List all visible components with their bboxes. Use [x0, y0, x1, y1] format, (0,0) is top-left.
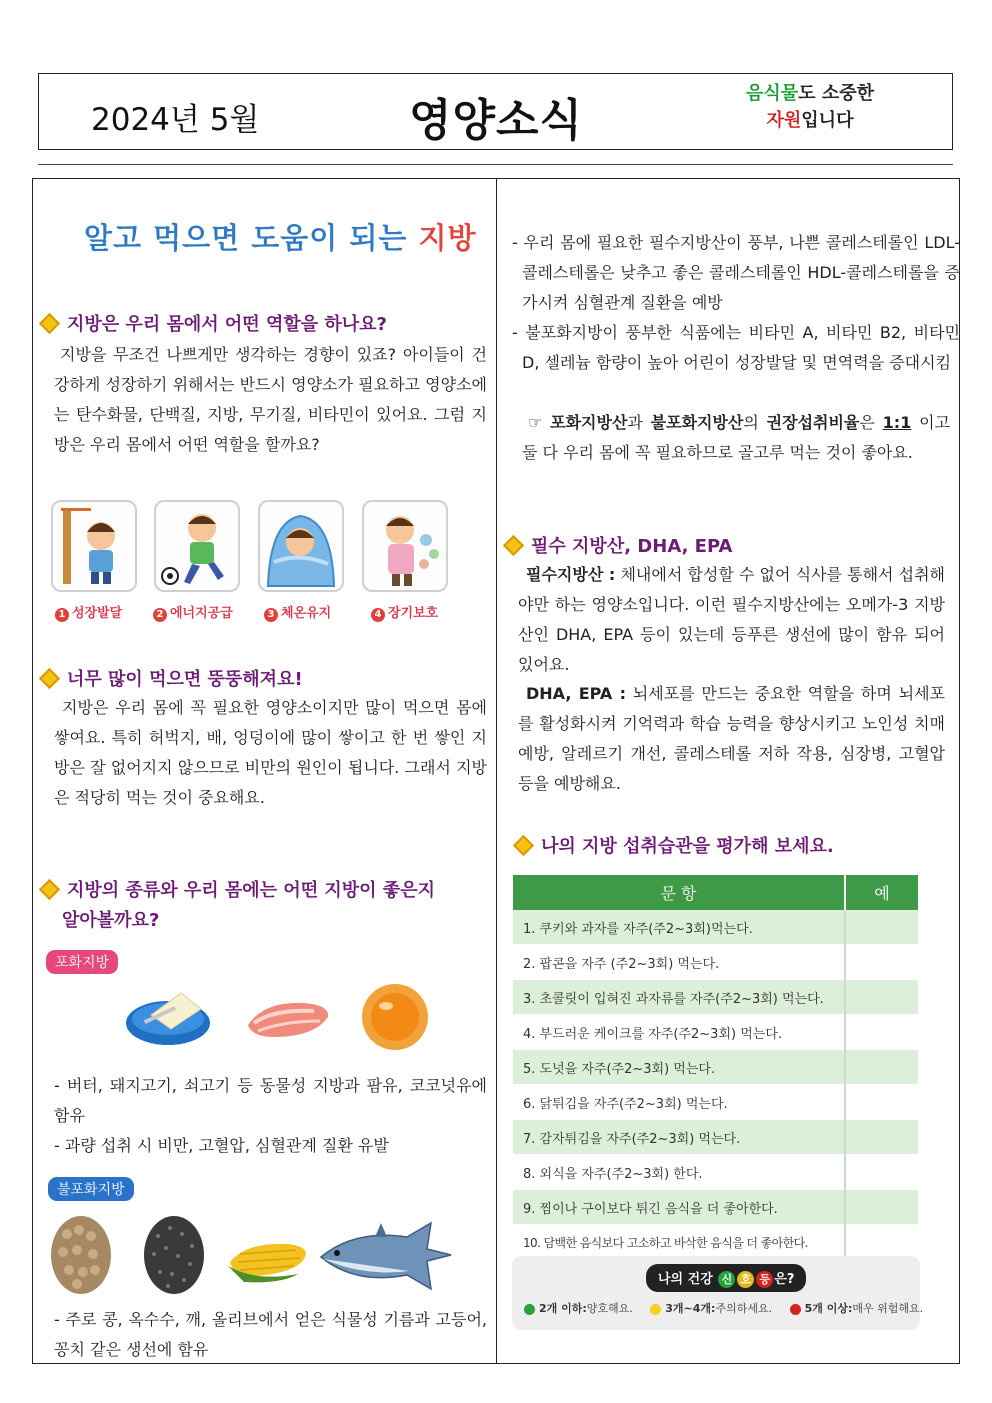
- section-heading-role: [42, 310, 387, 336]
- egg-yolk-image: [360, 982, 430, 1056]
- yes-checkbox-cell[interactable]: [845, 945, 918, 980]
- soybean-image: [49, 1214, 113, 1300]
- table-row: [513, 1190, 918, 1225]
- saturated-fat-badge: 포화지방: [46, 950, 118, 974]
- sesame-image: [142, 1214, 206, 1300]
- growth-illustration: [51, 500, 137, 592]
- slogan-word-food: 음식물: [746, 83, 799, 104]
- section-heading-text-2: 알아볼까요?: [62, 910, 160, 931]
- table-row: [513, 980, 918, 1015]
- yes-checkbox-cell[interactable]: [845, 1120, 918, 1155]
- efa-text: 체내에서 합성할 수 없어 식사를 통해서 섭취해야만 하는 영양소입니다. 이런 필수지방산에는 오메가-3 지방산인 DHA, EPA 등이 있는데 등푸른 생선에 많이 함유 되어 있어요.: [518, 565, 946, 674]
- saturated-risk-text: - 과량 섭취 시 비만, 고혈압, 심혈관계 질환 유발: [54, 1136, 389, 1155]
- role-label-text: 성장발달: [72, 606, 123, 621]
- question-cell: 5. 도넛을 자주(주2~3회) 먹는다.: [513, 1050, 845, 1085]
- diamond-bullet-icon: [39, 878, 60, 899]
- legend-green: [524, 1302, 633, 1315]
- diamond-bullet-icon: [39, 667, 60, 688]
- section-heading-check: [516, 832, 834, 858]
- table-row: [513, 910, 918, 945]
- role-label-2: [153, 602, 233, 622]
- role-label-3: [264, 602, 331, 622]
- yes-checkbox-cell[interactable]: [845, 1015, 918, 1050]
- ratio-conj-3: 은: [859, 413, 875, 432]
- table-row: [513, 1050, 918, 1085]
- dha-paragraph: [518, 679, 945, 799]
- table-row: [513, 1120, 918, 1155]
- section-heading-text: 지방의 종류와 우리 몸에는 어떤 지방이 좋은지: [67, 880, 435, 901]
- unsaturated-benefit-2: - 불포화지방이 풍부한 식품에는 비타민 A, 비타민 B2, 비타민 D, 셀레늄 함량이 높아 어린이 성장발달 및 면역력을 증대시킴: [512, 323, 960, 372]
- role-label-1: [55, 602, 122, 622]
- organ-protection-illustration: [362, 500, 448, 592]
- role-number: 2: [153, 608, 167, 622]
- diamond-bullet-icon: [39, 312, 60, 333]
- signal-legend: [524, 1300, 937, 1316]
- role-label-text: 체온유지: [281, 606, 332, 621]
- unsaturated-benefit-1: - 우리 몸에 필요한 필수지방산이 풍부, 나쁜 콜레스테롤인 LDL-콜레스테롤은 낮추고 좋은 콜레스테롤인 HDL-콜레스테롤을 증가시켜 심혈관계 질환을 예방: [512, 233, 960, 312]
- ratio-value: 1:1: [882, 413, 912, 432]
- habit-checklist-table: [513, 875, 918, 1260]
- ratio-term-3: 권장섭취비율: [766, 413, 860, 432]
- issue-date: 2024년 5월: [91, 102, 260, 138]
- slogan-text-1: 도 소중한: [798, 83, 874, 104]
- legend-term: 5개 이상:: [804, 1302, 853, 1315]
- section-heading-efa: [506, 532, 732, 558]
- efa-paragraph: [518, 560, 945, 680]
- main-title-text: 알고 먹으면 도움이 되는: [84, 221, 408, 255]
- butter-image: [125, 985, 211, 1051]
- newsletter-header: [38, 73, 953, 150]
- role-label-text: 장기보호: [388, 606, 439, 621]
- question-cell: 4. 부드러운 케이크를 자주(주2~3회) 먹는다.: [513, 1015, 845, 1050]
- table-row: [513, 1155, 918, 1190]
- unsaturated-source-text: - 주로 콩, 옥수수, 깨, 올리브에서 얻은 식물성 기름과 고등어, 꽁치 같은 생선에 함유: [54, 1310, 487, 1359]
- red-dot-icon: [790, 1304, 801, 1315]
- dha-term: DHA, EPA :: [526, 684, 626, 703]
- question-cell: 3. 초콜릿이 입혀진 과자류를 자주(주2~3회) 먹는다.: [513, 980, 845, 1015]
- overeating-paragraph: 지방은 우리 몸에 꼭 필요한 영양소이지만 많이 먹으면 몸에 쌓여요. 특히 허벅지, 배, 엉덩이에 많이 쌓이고 한 번 쌓인 지방은 잘 없어지지 않으므로 비만의 원인이 됩니다. 그래서 지방은 적당히 먹는 것이 중요해요.: [54, 698, 487, 807]
- signal-title-suffix: 은?: [774, 1272, 795, 1287]
- section-heading-text: 지방은 우리 몸에서 어떤 역할을 하나요?: [67, 314, 387, 335]
- pointing-hand-icon: ☞: [528, 413, 543, 432]
- question-cell: 9. 찜이나 구이보다 튀긴 음식을 더 좋아한다.: [513, 1190, 845, 1225]
- section-heading-text: 나의 지방 섭취습관을 평가해 보세요.: [541, 836, 834, 857]
- green-dot-icon: [524, 1304, 535, 1315]
- unsaturated-fat-badge: 불포화지방: [48, 1177, 134, 1201]
- signal-title-prefix: 나의 건강: [658, 1272, 713, 1287]
- table-row: [513, 1015, 918, 1050]
- yes-checkbox-cell[interactable]: [845, 980, 918, 1015]
- ratio-term-2: 불포화지방산: [650, 413, 744, 432]
- ratio-conj-2: 의: [743, 413, 759, 432]
- warmth-illustration: [258, 500, 344, 592]
- legend-yellow: [650, 1302, 772, 1315]
- yes-checkbox-cell[interactable]: [845, 1225, 918, 1260]
- yellow-signal-icon: 호: [737, 1271, 754, 1288]
- slogan-text-2: 입니다: [801, 110, 854, 131]
- slogan: [735, 80, 885, 134]
- health-signal-title: [646, 1264, 806, 1292]
- ratio-paragraph: [522, 408, 950, 468]
- dha-text: 뇌세포를 만드는 중요한 역할을 하며 뇌세포를 활성화시켜 기억력과 학습 능력을 향상시키고 노인성 치매예방, 알레르기 개선, 콜레스테롤 저하 작용, 심장병, 고혈압 등을 예방해요.: [518, 684, 945, 793]
- section-heading-overeating: [42, 665, 303, 691]
- main-title: [84, 216, 477, 257]
- role-number: 1: [55, 608, 69, 622]
- ratio-rest: 이고 둘 다 우리 몸에 꼭 필요하므로 골고루 먹는 것이 좋아요.: [522, 413, 951, 462]
- role-paragraph: 지방을 무조건 나쁘게만 생각하는 경향이 있죠? 아이들이 건강하게 성장하기 위해서는 반드시 영양소가 필요하고 영양소에는 탄수화물, 단백질, 지방, 무기질, 비타민이 있어요. 그럼 지방은 우리 몸에서 어떤 역할을 할까요?: [54, 345, 487, 454]
- yellow-dot-icon: [650, 1304, 661, 1315]
- page-title: 영양소식: [409, 95, 584, 146]
- health-signal-box: [512, 1256, 924, 1330]
- legend-text: 매우 위험해요.: [852, 1302, 924, 1315]
- yes-checkbox-cell[interactable]: [845, 1155, 918, 1190]
- legend-text: 양호해요.: [586, 1302, 633, 1315]
- diamond-bullet-icon: [503, 534, 524, 555]
- diamond-bullet-icon: [513, 834, 534, 855]
- legend-term: 3개~4개:: [665, 1302, 716, 1315]
- green-signal-icon: 신: [718, 1271, 735, 1288]
- question-cell: 10. 담백한 음식보다 고소하고 바삭한 음식을 더 좋아한다.: [513, 1225, 845, 1260]
- table-header-yes: 예: [845, 875, 918, 910]
- yes-checkbox-cell[interactable]: [845, 1050, 918, 1085]
- ratio-term-1: 포화지방산: [550, 413, 628, 432]
- table-row: [513, 945, 918, 980]
- main-title-highlight: 지방: [418, 221, 477, 255]
- question-cell: 7. 감자튀김을 자주(주2~3회) 먹는다.: [513, 1120, 845, 1155]
- fish-image: [315, 1215, 453, 1301]
- question-cell: 2. 팝콘을 자주 (주2~3회) 먹는다.: [513, 945, 845, 980]
- question-cell: 6. 닭튀김을 자주(주2~3회) 먹는다.: [513, 1085, 845, 1120]
- table-header-question: 문 항: [513, 875, 845, 910]
- role-label-4: [371, 602, 438, 622]
- corn-image: [226, 1232, 310, 1288]
- legend-text: 주의하세요.: [715, 1302, 773, 1315]
- section-heading-types: [42, 876, 435, 936]
- energy-illustration: [154, 500, 240, 592]
- column-divider: [496, 178, 497, 1364]
- saturated-source-text: - 버터, 돼지고기, 쇠고기 등 동물성 지방과 팜유, 코코넛유에 함유: [54, 1076, 487, 1125]
- question-cell: 8. 외식을 자주(주2~3회) 한다.: [513, 1155, 845, 1190]
- pork-image: [244, 995, 334, 1047]
- section-heading-text: 너무 많이 먹으면 뚱뚱해져요!: [67, 669, 303, 690]
- role-number: 3: [264, 608, 278, 622]
- legend-red: [790, 1302, 924, 1315]
- slogan-word-resource: 자원: [766, 110, 802, 131]
- table-row: [513, 1225, 918, 1260]
- red-signal-icon: 등: [756, 1271, 773, 1288]
- yes-checkbox-cell[interactable]: [845, 910, 918, 945]
- question-cell: 1. 쿠키와 과자를 자주(주2~3회)먹는다.: [513, 910, 845, 945]
- yes-checkbox-cell[interactable]: [845, 1190, 918, 1225]
- efa-term: 필수지방산 :: [526, 565, 616, 584]
- ratio-conj-1: 과: [627, 413, 643, 432]
- table-row: [513, 1085, 918, 1120]
- role-number: 4: [371, 608, 385, 622]
- header-divider: [38, 164, 953, 165]
- section-heading-text: 필수 지방산, DHA, EPA: [531, 536, 733, 557]
- yes-checkbox-cell[interactable]: [845, 1085, 918, 1120]
- legend-term: 2개 이하:: [539, 1302, 587, 1315]
- role-label-text: 에너지공급: [170, 606, 233, 621]
